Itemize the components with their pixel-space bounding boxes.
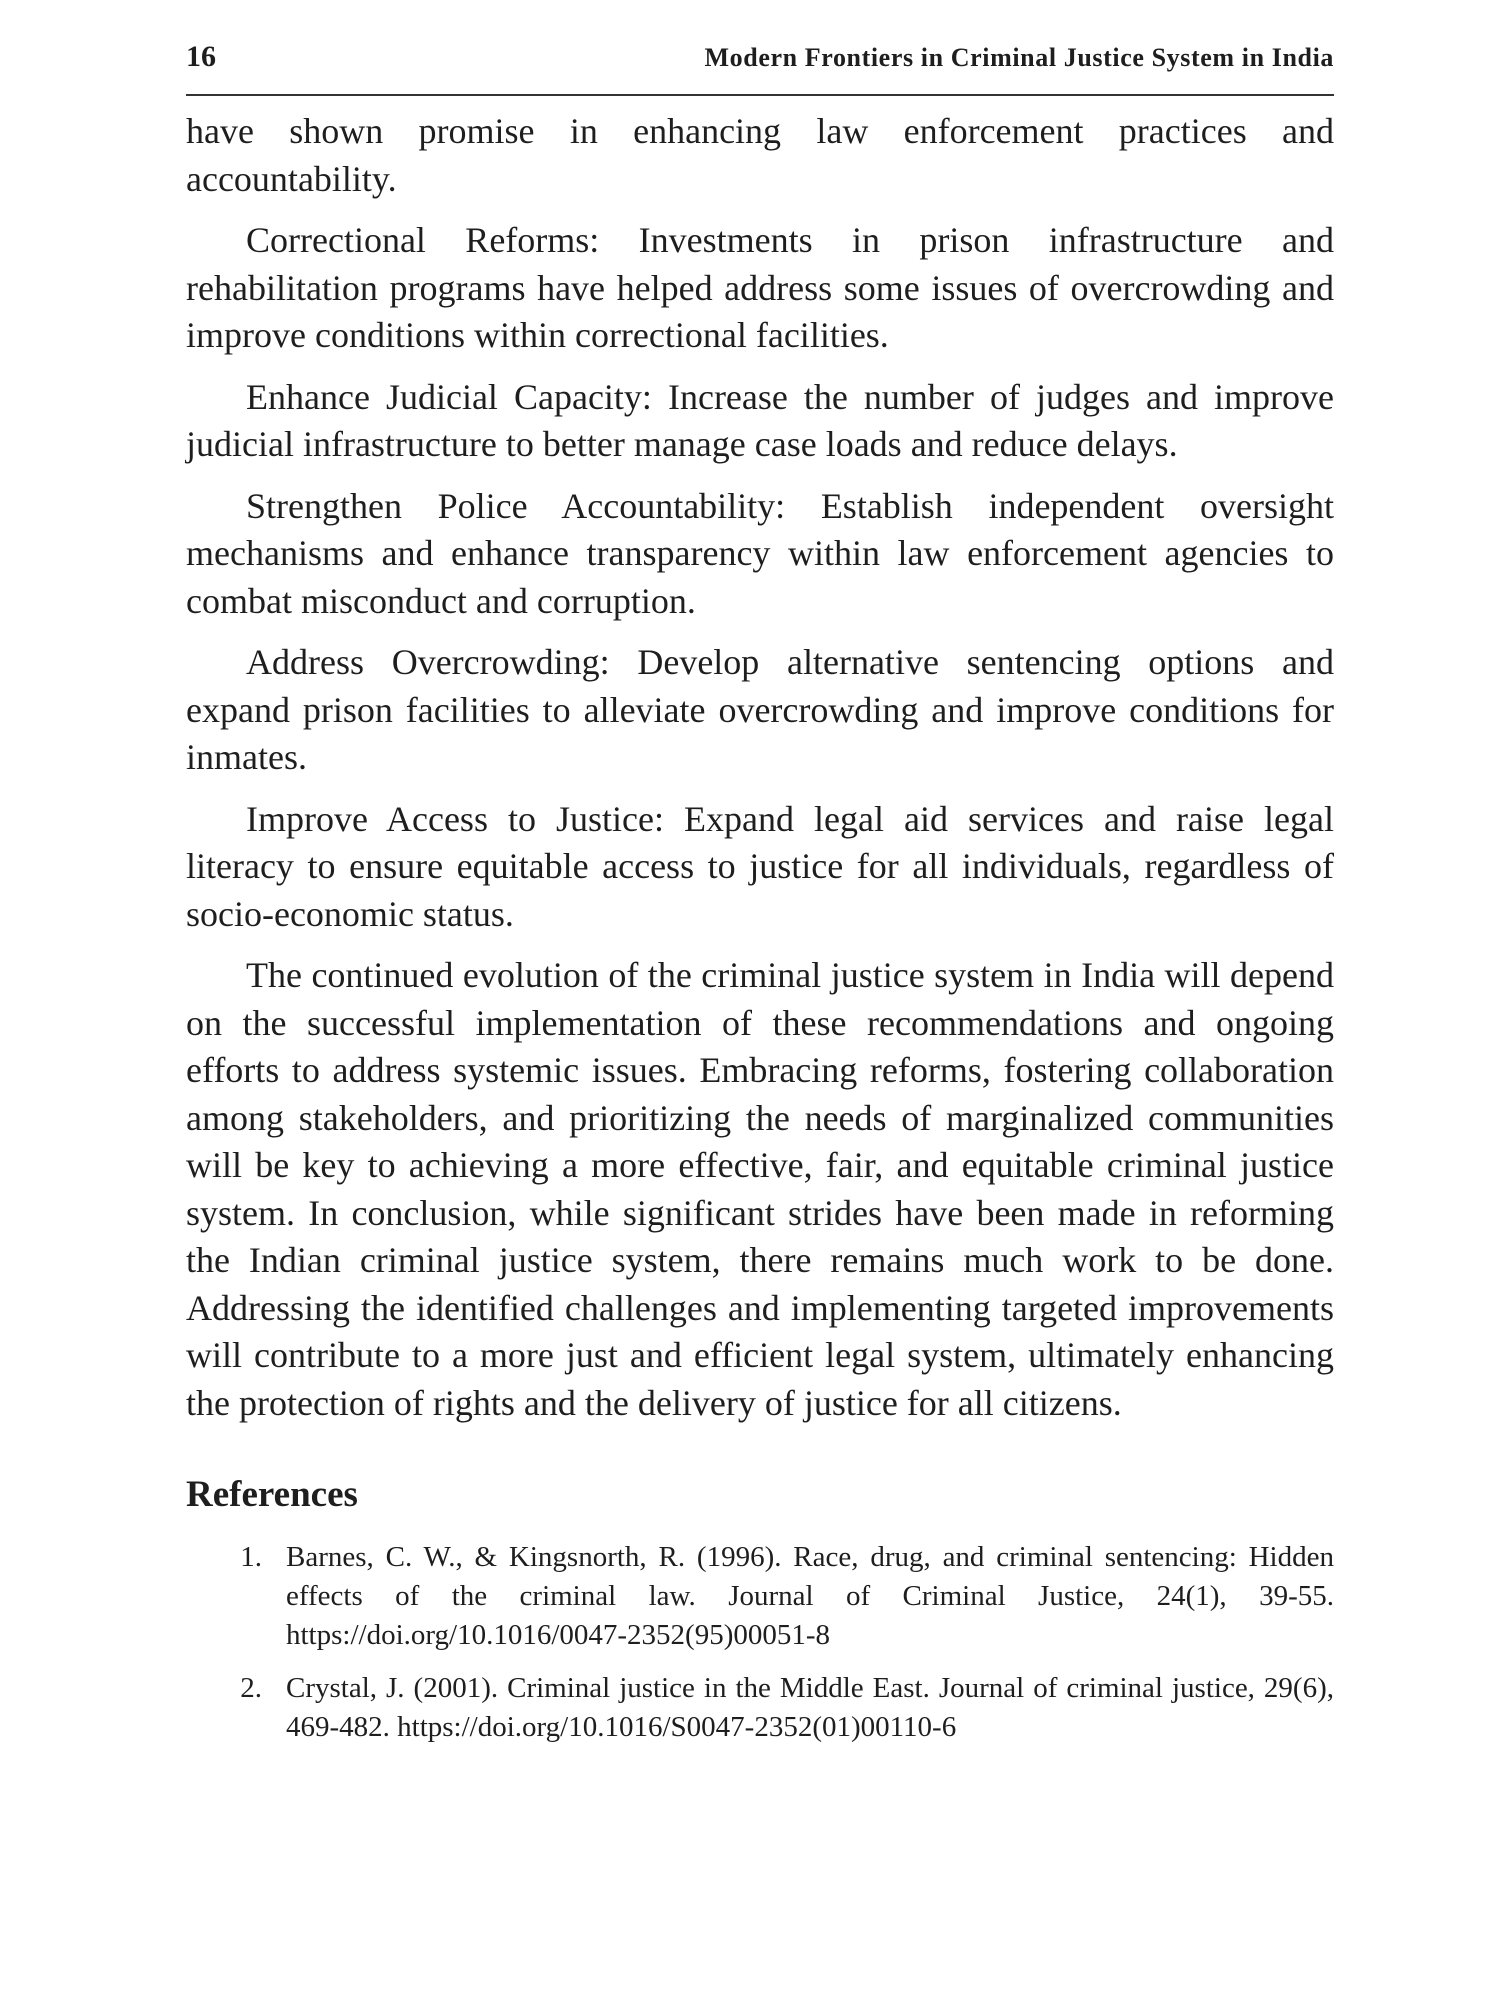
- paragraph-conclusion: The continued evolution of the criminal justice system in India will depend on the successful implementation of these recommendations and ongoing efforts to address systemic issues. Embracing reforms, fostering collaboration among stakeholders, and prioritizing the needs of marginalized communities will be key to achieving a more effective, fair, and equitable criminal justice system. In conclusion, while significant strides have been made in reforming the Indian criminal justice system, there remains much work to be done. Addressing the identified challenges and implementing targeted improvements will contribute to a more just and efficient legal system, ultimately enhancing the protection of rights and the delivery of justice for all citizens.: [186, 955, 1334, 1423]
- references-list: [186, 1538, 1334, 1747]
- running-header: [186, 40, 1334, 96]
- paragraph-access-to-justice: Improve Access to Justice: Expand legal aid services and raise legal literacy to ensure equitable access to justice for all individuals, regardless of socio-economic status.: [186, 798, 1334, 934]
- reference-item: [186, 1538, 1334, 1655]
- reference-text: Crystal, J. (2001). Criminal justice in the Middle East. Journal of criminal justice, 29(6), 469-482. https://doi.org/10.1016/S0047-2352(01)00110-6: [286, 1672, 1334, 1743]
- reference-number: 2.: [240, 1672, 262, 1704]
- page-number: 16: [186, 40, 216, 73]
- book-page: [186, 40, 1334, 1761]
- book-title: Modern Frontiers in Criminal Justice System in India: [704, 43, 1334, 72]
- paragraph-correctional-reforms: Correctional Reforms: Investments in prison infrastructure and rehabilitation programs have helped address some issues of overcrowding and improve conditions within correctional facilities.: [186, 220, 1334, 355]
- paragraph-police-accountability: Strengthen Police Accountability: Establish independent oversight mechanisms and enhance transparency within law enforcement agencies to combat misconduct and corruption.: [186, 485, 1334, 621]
- paragraph-judicial-capacity: Enhance Judicial Capacity: Increase the number of judges and improve judicial infrastructure to better manage case loads and reduce delays.: [186, 376, 1334, 464]
- body-text: [186, 108, 1334, 1427]
- references-heading: References: [186, 1474, 358, 1515]
- reference-item: [186, 1669, 1334, 1747]
- reference-number: 1.: [240, 1541, 262, 1573]
- paragraph-overcrowding: Address Overcrowding: Develop alternative sentencing options and expand prison facilities to alleviate overcrowding and improve conditions for inmates.: [186, 642, 1334, 777]
- paragraph-continued: have shown promise in enhancing law enforcement practices and accountability.: [186, 111, 1334, 199]
- reference-text: Barnes, C. W., & Kingsnorth, R. (1996). Race, drug, and criminal sentencing: Hidden effects of the criminal law. Journal of Criminal Justice, 24(1), 39-55. https://doi.org/10.1016/0047-2352(95)00051-8: [286, 1541, 1334, 1651]
